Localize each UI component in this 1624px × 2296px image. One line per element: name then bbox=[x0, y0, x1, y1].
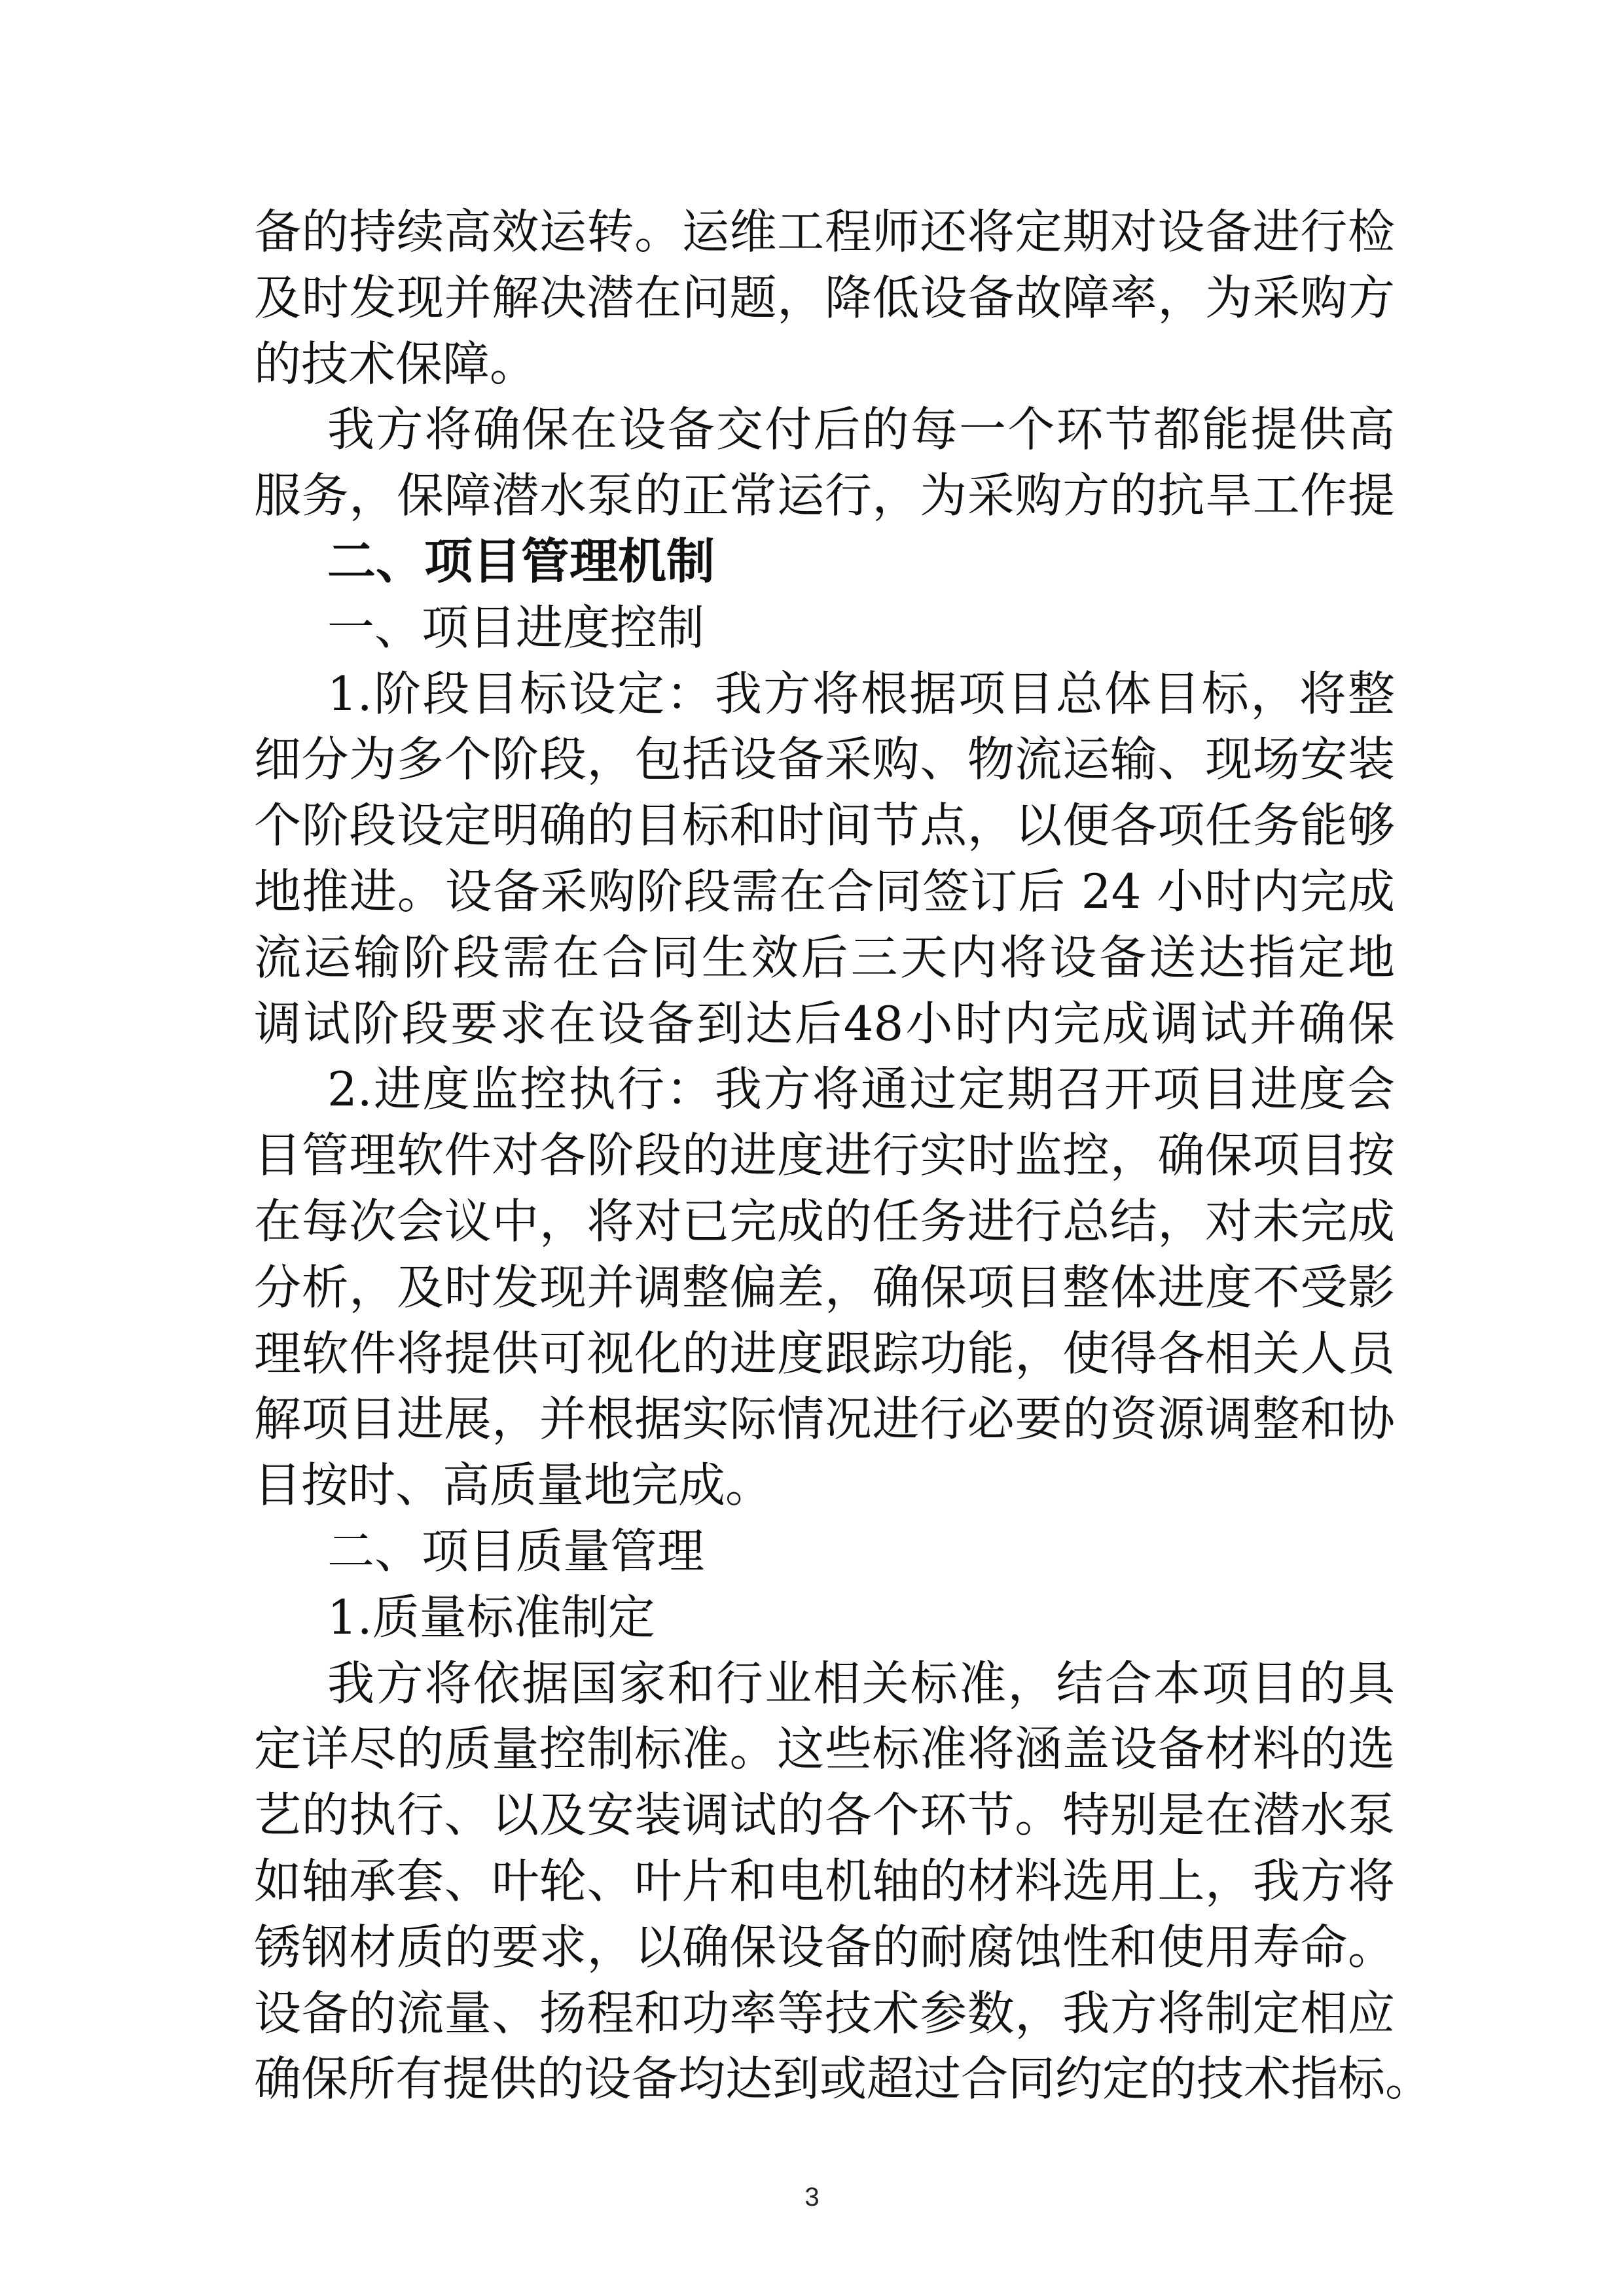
page-number: 3 bbox=[804, 2183, 820, 2212]
text-line: 设备的流量、扬程和功率等技术参数，我方将制定相应 bbox=[254, 1985, 1395, 2041]
text-line: 个阶段设定明确的目标和时间节点，以便各项任务能够 bbox=[254, 798, 1395, 853]
text-line: 解项目进展，并根据实际情况进行必要的资源调整和协 bbox=[254, 1391, 1395, 1447]
section-heading: 二、项目管理机制 bbox=[327, 533, 715, 590]
text-line: 分析，及时发现并调整偏差，确保项目整体进度不受影 bbox=[254, 1259, 1395, 1315]
text-line: 如轴承套、叶轮、叶片和电机轴的材料选用上，我方将 bbox=[254, 1854, 1395, 1909]
text-line: 及时发现并解决潜在问题，降低设备故障率，为采购方 bbox=[254, 270, 1395, 325]
text-line: 的技术保障。 bbox=[254, 336, 537, 391]
text-line: 1.阶段目标设定：我方将根据项目总体目标，将整 bbox=[327, 666, 1395, 721]
text-line: 我方将依据国家和行业相关标准，结合本项目的具 bbox=[327, 1655, 1395, 1711]
text-line: 目管理软件对各阶段的进度进行实时监控，确保项目按 bbox=[254, 1128, 1395, 1183]
text-line: 理软件将提供可视化的进度跟踪功能，使得各相关人员 bbox=[254, 1325, 1395, 1381]
text-line: 服务，保障潜水泵的正常运行，为采购方的抗旱工作提 bbox=[254, 468, 1395, 524]
text-line: 目按时、高质量地完成。 bbox=[254, 1458, 773, 1513]
text-line: 我方将确保在设备交付后的每一个环节都能提供高 bbox=[327, 402, 1395, 457]
text-line: 定详尽的质量控制标准。这些标准将涵盖设备材料的选 bbox=[254, 1721, 1395, 1777]
text-line: 细分为多个阶段，包括设备采购、物流运输、现场安装 bbox=[254, 732, 1395, 787]
text-line: 在每次会议中，将对已完成的任务进行总结，对未完成 bbox=[254, 1194, 1395, 1249]
text-line: 锈钢材质的要求，以确保设备的耐腐蚀性和使用寿命。 bbox=[254, 1919, 1395, 1975]
text-line: 2.进度监控执行：我方将通过定期召开项目进度会 bbox=[327, 1062, 1395, 1117]
text-line: 艺的执行、以及安装调试的各个环节。特别是在潜水泵 bbox=[254, 1787, 1395, 1843]
text-line: 流运输阶段需在合同生效后三天内将设备送达指定地 bbox=[254, 929, 1395, 985]
text-line: 二、项目质量管理 bbox=[327, 1524, 705, 1579]
text-line: 调试阶段要求在设备到达后48小时内完成调试并确保 bbox=[254, 996, 1395, 1051]
text-line: 备的持续高效运转。运维工程师还将定期对设备进行检 bbox=[254, 204, 1395, 259]
text-line: 一、项目进度控制 bbox=[327, 600, 705, 655]
text-line: 1.质量标准制定 bbox=[327, 1589, 655, 1645]
text-line: 地推进。设备采购阶段需在合同签订后 24 小时内完成 bbox=[254, 864, 1395, 919]
text-line: 确保所有提供的设备均达到或超过合同约定的技术指标。 bbox=[254, 2051, 1433, 2107]
